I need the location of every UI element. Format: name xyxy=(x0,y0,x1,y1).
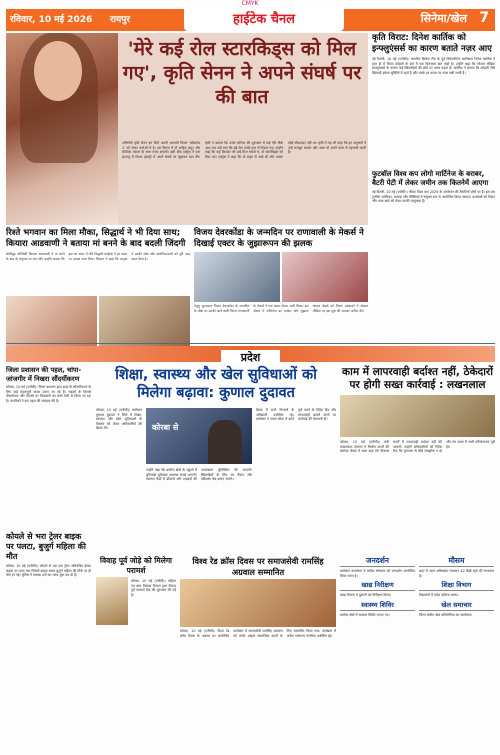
main-story-text-2: उन्होंने कहा कि ग्रामीण क्षेत्रों के स्कूलों में बुनियादी सुविधाएं उपलब्ध कराई जाएंगी। स्वास्थ्य केंद्रों में डॉक्टरों और दवाइयों की उपलब्धता सुनिश्चित की जाएगी। खिलाड़ियों के लिए नए मैदान और प्रशिक्षण केंद्र बनाए जाएंगे। xyxy=(146,468,252,482)
story-vijay[interactable] xyxy=(194,228,368,340)
brief-box-1-body: कलेक्टर कार्यालय में प्रत्येक सोमवार को जनदर्शन आयोजित किया जाता है। xyxy=(340,569,415,578)
bottom-story-3-headline[interactable]: विश्व रेड क्रॉस दिवस पर समाजसेवी रामसिंह अग्रवाल सम्मानित xyxy=(192,556,324,577)
bottom-story-2-content xyxy=(96,577,176,625)
brief-box-1-subheading-2: स्वास्थ्य शिविर xyxy=(340,601,415,611)
print-mark: CMYK xyxy=(241,0,259,7)
hero-photo-face xyxy=(34,41,82,101)
bottom-story-3[interactable] xyxy=(180,556,336,748)
edition-city: रायपुर xyxy=(110,15,131,25)
hero-body: अभिनेत्री कृति सेनन इन दिनों अपनी आगामी फिल्म 'कॉकटेल 2' को लेकर चर्चाओं में हैं। इस फिल्म में वो शाहिद कपूर और रश्मिका मंदाना के साथ नजर आएंगी। इसी बीच एक्ट्रेस ने एक इंटरव्यू में फिल्म इंडस्ट्री में अपने संघर्ष पर खुलकर बात की। कृति ने बताया कि उनके करियर की शुरुआत में कई ऐसे मौके आए जब उन्हें लगा कि बड़े रोल उनके हाथ से निकल गए। उन्होंने कहा कि कई किरदार जो उन्हें मिल सकते थे, वो स्टारकिड्स को मिल गए। एक्ट्रेस ने कहा कि वो बाहर से आई थीं और उनका कोई गॉडफादर नहीं था। कृति ने यह भी कहा कि इन अनुभवों ने उन्हें मजबूत बनाया और आज वो अपने काम से पहचानी जाती हैं। xyxy=(122,141,366,160)
section-band-label: प्रदेश xyxy=(221,350,281,366)
brief-box-2-subheading-2: खेल समाचार xyxy=(419,601,494,611)
page-number: 7 xyxy=(479,10,489,26)
right-body-2: नई दिल्ली, 10 मई (एजेंसी)। फीफा विश्व कप 2026 के आयोजन की तैयारियाँ जोरों पर हैं। इस बार टूर्नामेंट अमेरिका, कनाडा और मैक्सिको में संयुक्त रूप से आयोजित किया जाएगा। प्रशंसकों को टिकट और यात्रा खर्च को लेकर काफी उत्सुकता है। xyxy=(372,190,495,204)
bottom-story-1[interactable] xyxy=(6,532,91,748)
brief-box-1-body-2: खाद्य विभाग ने दुकानों का निरीक्षण किया। xyxy=(340,593,392,598)
left-brief-body: कोरबा, 10 मई (एजेंसी)। जिला प्रशासन द्वारा शहर के सौंदर्यीकरण के लिए कई महत्वपूर्ण कदम उठाए जा रहे हैं। सड़कों के किनारे पौधारोपण और दीवारों पर चित्रकारी का कार्य तेजी से किया जा रहा है। नागरिकों ने इस पहल की सराहना की है। xyxy=(6,385,91,403)
left-brief[interactable] xyxy=(6,366,91,526)
main-story-photo-person xyxy=(208,420,242,464)
main-story-text-3: बैठक में सभी विभागों के अधिकारी उपस्थित रहे। कलेक्टर ने समय सीमा में कार्य पूर्ण करने के निर्देश दिए और लापरवाही बरतने वालों पर कार्रवाई की चेतावनी दी। xyxy=(256,408,336,422)
story-kiara[interactable] xyxy=(6,228,190,340)
bottom-story-3-body: कोरबा, 10 मई (एजेंसी)। विश्व रेड क्रॉस दिवस के अवसर पर आयोजित कार्यक्रम में समाजसेवी रामसिंह अग्रवाल को उनके उत्कृष्ट सामाजिक कार्यों के लिए सम्मानित किया गया। कार्यक्रम में अनेक गणमान्य नागरिक उपस्थित रहे। xyxy=(180,629,336,638)
brief-box-2-body-3: जिला स्तरीय खेल प्रतियोगिता का आयोजन। xyxy=(419,612,473,617)
story-vijay-headline[interactable]: विजय देवरकोंडा के जन्मदिन पर राणावाली के मेकर्स ने दिखाई एक्टर के जुझारूपन की झलक xyxy=(194,228,368,250)
right-lower-photo xyxy=(340,395,495,437)
main-story-body xyxy=(96,408,336,548)
brief-box-2-body: शहर में आज अधिकतम तापमान 42 डिग्री रहने की संभावना है। xyxy=(419,569,494,578)
bottom-story-2-photo xyxy=(96,577,128,625)
story-vijay-photos xyxy=(194,252,368,302)
hero-story[interactable] xyxy=(6,33,368,225)
hero-photo xyxy=(6,33,118,225)
main-story[interactable] xyxy=(96,366,336,551)
story-vijay-photo-1 xyxy=(194,252,280,302)
story-kiara-photos xyxy=(6,296,190,346)
right-headline[interactable]: कृति विराट: दिनेश कार्तिक को इन्फ्लुएंसर्स का कारण बताते नज़र आए xyxy=(372,33,492,54)
bottom-story-2[interactable] xyxy=(96,556,176,748)
brief-box-2[interactable] xyxy=(419,556,494,748)
bottom-story-1-body: कोरबा, 10 मई (एजेंसी)। कोयले से भरा एक ट्रेलर अनियंत्रित होकर बाइक पर पलट गया जिससे बाइक सवार बुजुर्ग महिला की मौके पर ही मौत हो गई। पुलिस ने मामला दर्ज कर जांच शुरू कर दी है। xyxy=(6,564,91,578)
page-header xyxy=(6,9,495,31)
main-story-headline[interactable]: शिक्षा, स्वास्थ्य और खेल सुविधाओं को मिलेगा बढ़ावा: कुणाल दुदावत xyxy=(115,367,317,401)
bottom-story-3-photo xyxy=(180,579,336,627)
story-kiara-photo-2 xyxy=(99,296,190,346)
right-column-story[interactable] xyxy=(372,33,495,225)
bottom-story-2-headline[interactable]: विवाह पूर्व जोड़े को मिलेगा परामर्श xyxy=(100,556,172,575)
section-divider xyxy=(6,343,495,344)
brief-box-1-subheading: खाद्य निरीक्षण xyxy=(340,581,415,591)
paper-name: हाईटेक चैनल xyxy=(184,9,344,31)
right-lower-body: कोरबा, 10 मई (एजेंसी)। मंत्री लखनलाल देवांगन ने निर्माण कार्यों की समीक्षा बैठक में स्पष्ट कहा कि विकास कार्यों में लापरवाही बर्दाश्त नहीं की जाएगी। उन्होंने अधिकारियों को निर्देश दिए कि गुणवत्ता से कोई समझौता न हो और तय समय में सभी परियोजनाएं पूरी हों। xyxy=(340,440,495,454)
main-story-photo-caption: कोरबा से xyxy=(152,423,179,432)
brief-box-1[interactable] xyxy=(340,556,415,748)
brief-box-2-heading: मौसम xyxy=(419,556,494,567)
right-lower-headline[interactable]: काम में लापरवाही बर्दाश्त नहीं, ठेकेदारों पर होगी सख्त कार्रवाई : लखनलाल xyxy=(342,366,493,391)
issue-date: रविवार, 10 मई 2026 xyxy=(10,15,93,25)
bottom-story-2-body: कोरबा, 10 मई (एजेंसी)। महिला एवं बाल विकास विभाग द्वारा विवाह पूर्व परामर्श केंद्र की शुरुआत की गई है। xyxy=(131,579,176,597)
brief-box-2-body-2: विद्यालयों में प्रवेश प्रक्रिया प्रारंभ। xyxy=(419,593,459,598)
story-vijay-body: तेलुगु सुपरस्टार विजय देवरकोंडा के जन्मदिन के मौके पर उनकी आने वाली फिल्म राणावाली के मेकर्स ने एक खास पोस्टर जारी किया। इस पोस्टर में अभिनेता का दमदार और जुझारू अंदाज देखने को मिला। प्रशंसकों ने सोशल मीडिया पर इस लुक की जमकर तारीफ की। xyxy=(194,304,368,313)
right-body: नई दिल्ली, 10 मई (एजेंसी)। भारतीय क्रिकेट टीम के पूर्व विकेटकीपर बल्लेबाज दिनेश कार्तिक ने हाल ही में विराट कोहली के बारे में एक दिलचस्प बात कही है। उन्होंने कहा कि सोशल मीडिया इन्फ्लुएंसर्स के कारण कई खिलाड़ियों की छवि पर असर पड़ता है। कार्तिक ने बताया कि कोहली जैसे खिलाड़ी हमेशा सुर्खियों में रहते हैं और उनके हर कदम पर नजर रखी जाती है। xyxy=(372,57,495,75)
brief-box-1-heading: जनदर्शन xyxy=(340,556,415,567)
brief-box-1-body-3: ग्रामीण क्षेत्रों में स्वास्थ्य शिविर लगाए गए। xyxy=(340,612,390,617)
left-brief-headline[interactable]: जिला प्रशासन की पहल, चांपा-जांजगीर में निखरा सौंदर्यीकरण xyxy=(6,366,82,383)
right-subheadline[interactable]: फुटबॉल विश्व कप लोगो मार्टिनेज के बराबर, बैटरी पेटी में लेकर जमीन तक कितनेमें आएगा xyxy=(372,170,489,187)
story-kiara-headline[interactable]: रिश्ते भगवान का मिला मौका, सिद्धार्थ ने भी दिया साथ; कियारा आडवाणी ने बताया मां बनने के बाद बदली जिंदगी xyxy=(6,228,190,250)
story-vijay-photo-2 xyxy=(282,252,368,302)
main-story-photo xyxy=(146,408,252,464)
story-kiara-body: बॉलीवुड अभिनेत्री कियारा आडवाणी ने मां बनने के बाद के अनुभव पर बात की। उन्होंने बताया कि इस नए सफर में पति सिद्धार्थ मल्होत्रा ने हर कदम पर उनका साथ दिया। कियारा ने कहा कि मातृत्व ने उनकी सोच और प्राथमिकताओं को पूरी तरह बदल दिया है। xyxy=(6,252,190,261)
hero-headline[interactable]: 'मेरे कई रोल स्टारकिड्स को मिल गए', कृति सेनन ने अपने संघर्ष पर की बात xyxy=(122,38,362,108)
main-story-text-1: कोरबा, 10 मई (एजेंसी)। कलेक्टर कुणाल दुदावत ने जिले में शिक्षा, स्वास्थ्य और खेल सुविधाओं के विस्तार को लेकर अधिकारियों की बैठक ली। xyxy=(96,408,142,431)
right-lower-story[interactable] xyxy=(340,366,495,551)
bottom-story-1-headline[interactable]: कोयले से भरा ट्रेलर बाइक पर पलटा, बुजुर्ग महिला की मौत xyxy=(6,532,86,561)
section-band xyxy=(6,346,495,362)
section-name: सिनेमा/खेल xyxy=(420,12,467,25)
brief-box-2-subheading: शिक्षा विभाग xyxy=(419,581,494,591)
story-kiara-photo-1 xyxy=(6,296,97,346)
